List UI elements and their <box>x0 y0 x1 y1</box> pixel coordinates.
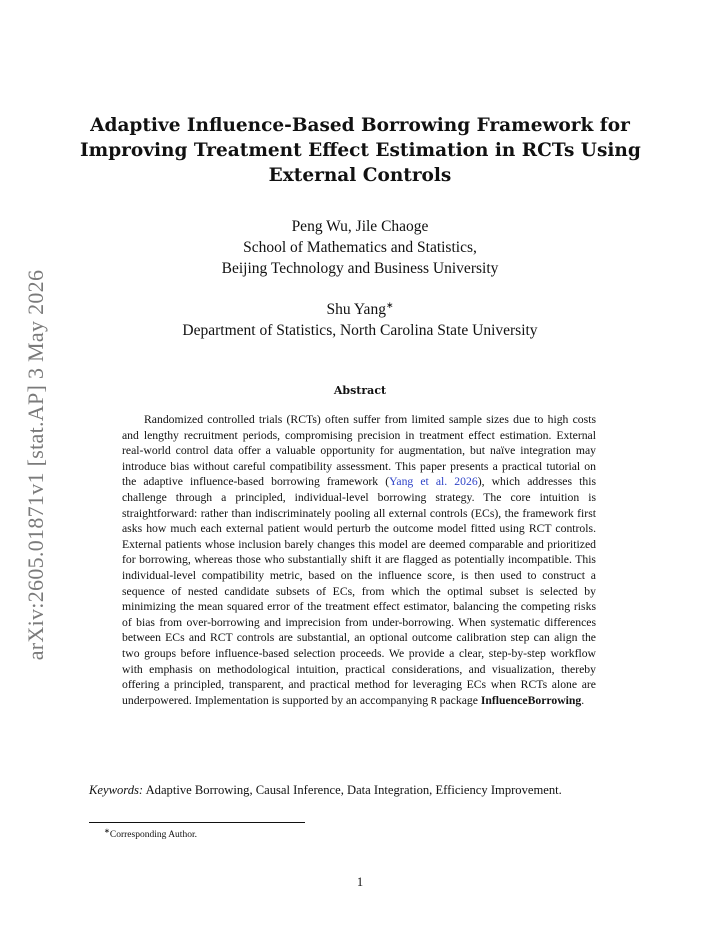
author-group-1 <box>80 216 640 279</box>
keywords <box>89 783 660 798</box>
footnote-text: Corresponding Author. <box>109 830 197 841</box>
title-line: Adaptive Influence-Based Borrowing Framework for <box>90 115 630 136</box>
paper-title <box>80 113 640 188</box>
footnote-rule <box>89 822 305 823</box>
title-line: External Controls <box>268 165 452 186</box>
footnote <box>104 827 197 840</box>
abstract-text: . <box>581 693 585 707</box>
corresponding-mark: ∗ <box>385 299 394 310</box>
package-name: InfluenceBorrowing <box>480 693 582 707</box>
abstract-body <box>122 412 596 709</box>
arxiv-stamp <box>16 255 56 675</box>
author-block <box>80 216 640 341</box>
keywords-text: Adaptive Borrowing, Causal Inference, Data Integration, Efficiency Improvement. <box>143 783 562 797</box>
abstract-heading: Abstract <box>333 384 387 397</box>
author-names: Peng Wu, Jile Chaoge <box>291 218 429 235</box>
citation-link[interactable]: Yang et al. 2026 <box>389 475 478 489</box>
abstract-text: ), which addresses this challenge through a principled, individual-level borrowing strategy. The core intuition is straightforward: rather than indiscriminately pooling all external controls (ECs), the framework first asks how much each external patient would perturb the outcome model fitted using RCT controls. External patients whose inclusion barely changes this model are deemed comparable and prioritized for borrowing, whereas those who substantially shift it are flagged as potentially incompatible. This individual-level compatibility metric, based on the influence score, is then used to construct a sequence of nested candidate subsets of ECs, from which the optimal subset is selected by minimizing the mean squared error of the treatment effect estimator, balancing the competing risks of bias from over-borrowing and imprecision from under-borrowing. When systematic differences between ECs and RCT controls are substantial, an optional outcome calibration step can align the two groups before influence-based selection proceeds. We provide a clear, step-by-step workflow with emphasis on methodological intuition, practical considerations, and visualization, thereby offering a principled, transparent, and practical method for leveraging ECs when RCTs alone are underpowered. Implementation is supported by an accompanying <box>122 475 596 707</box>
author-affiliation: Beijing Technology and Business University <box>221 260 499 277</box>
author-affiliation: Department of Statistics, North Carolina State University <box>182 322 538 339</box>
page-number: 1 <box>356 875 364 889</box>
author-group-2 <box>80 299 640 341</box>
footnote-mark: ∗ <box>104 827 110 835</box>
abstract-text: package <box>436 693 481 707</box>
title-line: Improving Treatment Effect Estimation in RCTs Using <box>80 140 641 161</box>
keywords-label: Keywords: <box>89 783 144 797</box>
abstract-text: Randomized controlled trials (RCTs) often suffer from limited sample sizes due to high costs and lengthy recruitment periods, compromising precision in treatment effect estimation. External real-world control data offer a valuable opportunity for augmentation, but naïve integration may introduce bias without careful compatibility assessment. This paper presents a practical tutorial on the adaptive influence-based borrowing framework ( <box>122 413 596 489</box>
author-affiliation: School of Mathematics and Statistics, <box>243 239 477 256</box>
author-name-text: Shu Yang <box>326 301 386 318</box>
author-name <box>80 299 640 320</box>
r-code: R <box>430 695 437 707</box>
arxiv-stamp-text: arXiv:2605.01871v1 [stat.AP] 3 May 2026 <box>23 269 48 661</box>
